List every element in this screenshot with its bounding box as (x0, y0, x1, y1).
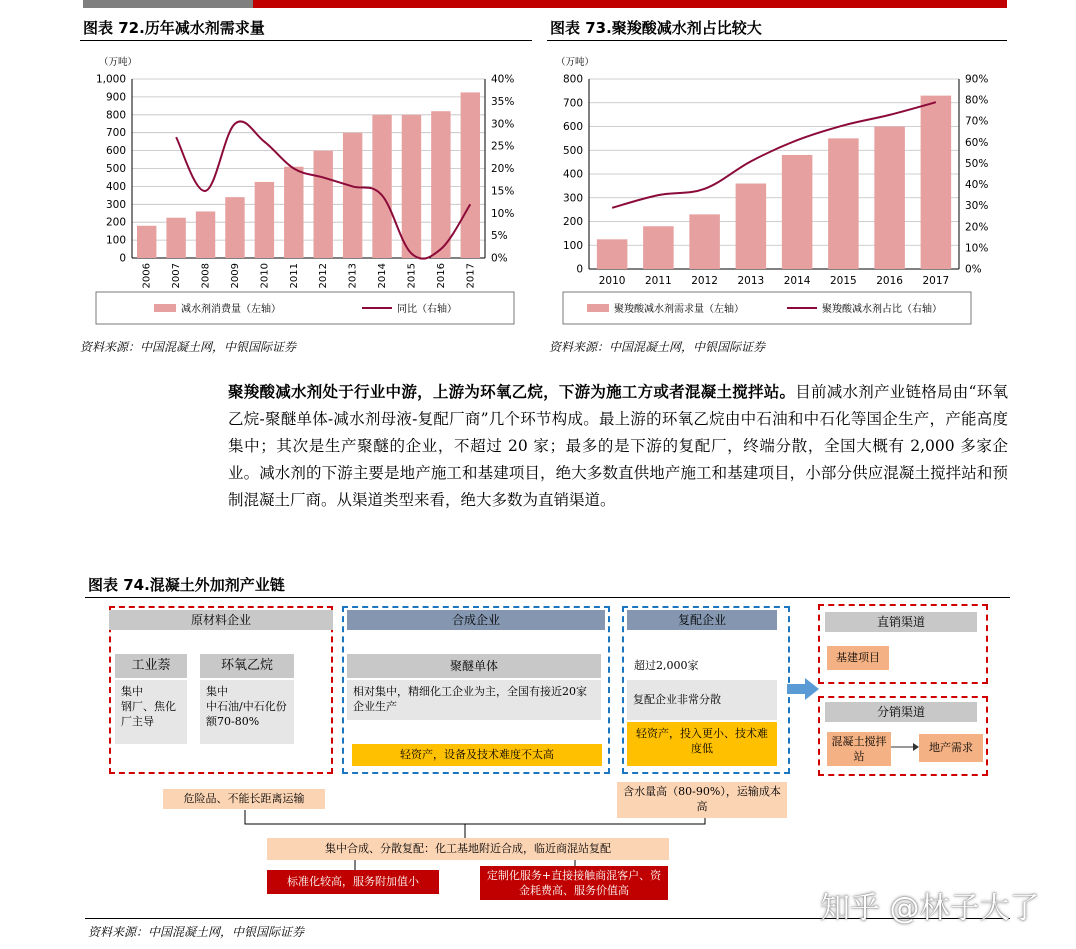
fig72-xtick: 2016 (435, 263, 447, 289)
polyether-header: 聚醚单体 (347, 654, 601, 678)
fig74-source: 资料来源：中国混凝土网，中银国际证券 (88, 925, 305, 939)
fig72-legend-bar-swatch (154, 304, 176, 312)
fig72-xtick: 2009 (229, 263, 241, 289)
fig73-xtick: 2015 (830, 275, 857, 287)
fig72-xtick: 2017 (465, 263, 477, 289)
fig73-bar (689, 214, 720, 269)
fig73-bar (874, 127, 905, 270)
fig72-ytick-left: 0 (119, 252, 126, 265)
fig72-bar (314, 151, 333, 258)
fig73-bar (643, 226, 674, 269)
fig72-bar (461, 92, 480, 258)
fig73-title: 图表 73.聚羧酸减水剂占比较大 (550, 19, 762, 37)
blending-header: 复配企业 (627, 610, 777, 630)
fig73-xtick: 2017 (922, 275, 950, 287)
fig73-ytick-right: 50% (965, 157, 989, 170)
fig73-ytick-left: 400 (562, 168, 583, 181)
fig72-bar (402, 115, 421, 258)
fig73-xtick: 2016 (876, 275, 903, 287)
fig72-ytick-left: 100 (105, 234, 126, 247)
production-mode-note: 集中合成、分散复配：化工基地附近合成，临近商混站复配 (267, 838, 669, 860)
fig73-bar (782, 155, 813, 269)
fig73-ytick-left: 100 (562, 239, 583, 252)
fig73-bar (736, 184, 767, 270)
body-paragraph (228, 378, 1008, 514)
fig72-ytick-left: 400 (105, 180, 126, 193)
fig73-ytick-left: 600 (562, 121, 583, 133)
fig73-ytick-left: 800 (562, 73, 583, 86)
fig72-legend-bar-label: 减水剂消费量（左轴） (181, 304, 281, 315)
fig72-bar (137, 226, 156, 258)
fig73-bar (921, 96, 952, 269)
fig73-xtick: 2014 (783, 275, 811, 287)
fig72-ytick-left: 200 (105, 216, 126, 229)
fig72-xtick: 2011 (288, 263, 300, 289)
fig73-ytick-right: 20% (965, 221, 989, 234)
ethylene-oxide-text: 集中 中石油/中石化份额70-80% (200, 680, 294, 744)
header-bar-grey (83, 0, 253, 8)
customized-service-note: 定制化服务+直接接触商混客户、资金耗费高、服务价值高 (480, 866, 668, 900)
distribution-item-demand: 地产需求 (919, 734, 983, 762)
blending-note: 含水量高（80-90%），运输成本高 (617, 782, 787, 818)
fig73-ytick-right: 70% (965, 115, 989, 128)
fig72-chart (80, 44, 532, 336)
fig72-ytick-right: 35% (491, 95, 515, 108)
fig72-ytick-right: 40% (491, 73, 515, 86)
fig73-ytick-left: 200 (562, 216, 583, 228)
fig72-bar (166, 218, 185, 258)
fig72-bar (196, 211, 215, 258)
industry-chain-diagram (85, 598, 1010, 916)
paragraph-rest: 目前减水剂产业链格局由“环氧乙烷-聚醚单体-减水剂母液-复配厂商”几个环节构成。最上游的环氧乙烷由中石油和中石化等国企生产，产能高度集中；其次是生产聚醚的企业，不超过 20 家；最多的是下游的复配厂，终端分散，全国大概有 2,000 多家企业。减水剂的下游主要是地产施工和基建项目，绝大多数直供地产施工和基建项目，小部分供应混凝土搅拌站和预制混凝土厂商。从渠道类型来看，绝大多数为直销渠道。 (228, 383, 1008, 509)
fig72-bar (225, 197, 244, 258)
fig72-title-rule (80, 40, 532, 41)
fig72-ytick-left: 300 (105, 198, 126, 211)
fig73-ytick-right: 90% (965, 73, 989, 86)
fig73-xtick: 2012 (691, 275, 718, 287)
polyether-text: 相对集中，精细化工企业为主，全国有接近20家企业生产 (347, 680, 601, 720)
fig72-xtick: 2015 (406, 263, 418, 289)
fig72-xtick: 2010 (259, 263, 271, 289)
naphthalene-header: 工业萘 (115, 654, 187, 678)
synthesis-header: 合成企业 (347, 610, 605, 630)
watermark: 知乎 @林子大了 (820, 891, 1040, 926)
direct-sales-header: 直销渠道 (825, 612, 977, 632)
fig72-ytick-right: 0% (491, 252, 508, 265)
fig72-xtick: 2008 (200, 263, 212, 289)
fig73-ytick-left: 700 (562, 97, 583, 110)
fig72-source: 资料来源：中国混凝土网，中银国际证券 (80, 340, 297, 354)
naphthalene-text: 集中 钢厂、焦化厂主导 (115, 680, 187, 744)
blending-text: 复配企业非常分散 (627, 680, 777, 720)
fig73-ytick-right: 30% (965, 200, 989, 213)
fig73-ytick-right: 10% (965, 242, 989, 255)
fig73-ytick-right: 80% (965, 94, 989, 107)
fig72-ytick-right: 5% (491, 230, 508, 243)
fig73-xtick: 2011 (645, 275, 672, 287)
fig73-ytick-left: 0 (576, 263, 583, 276)
fig72-unit-label: （万吨） (98, 57, 138, 68)
fig72-ytick-right: 15% (491, 185, 515, 198)
fig72-legend-line-label: 同比（右轴） (397, 304, 457, 315)
fig73-unit-label: （万吨） (555, 57, 595, 68)
fig72-ytick-left: 900 (105, 91, 126, 104)
fig73-title-rule (547, 40, 1007, 41)
fig72-bar (431, 111, 450, 258)
fig73-ytick-right: 0% (965, 263, 982, 276)
fig74-title: 图表 74.混凝土外加剂产业链 (88, 576, 285, 594)
fig73-ytick-left: 500 (562, 144, 583, 157)
fig72-xtick: 2007 (171, 263, 183, 289)
raw-material-header: 原材料企业 (109, 610, 333, 630)
fig72-bar (372, 115, 391, 258)
fig72-bar (284, 167, 303, 258)
fig72-ytick-right: 10% (491, 207, 515, 220)
fig73-ytick-left: 300 (562, 192, 583, 205)
fig73-ytick-right: 40% (965, 179, 989, 192)
fig73-legend-line-label: 聚羧酸减水剂占比（右轴） (822, 304, 942, 315)
blending-count: 超过2,000家 (634, 659, 699, 672)
fig73-xtick: 2010 (598, 275, 626, 287)
fig72-ytick-left: 600 (105, 145, 126, 158)
raw-material-note: 危险品、不能长距离运输 (163, 789, 325, 809)
fig73-bar (828, 138, 859, 269)
fig72-ytick-left: 700 (105, 127, 126, 140)
fig73-legend-bar-label: 聚羧酸减水剂需求量（左轴） (614, 304, 744, 315)
distribution-header: 分销渠道 (825, 702, 977, 722)
fig72-ytick-right: 20% (491, 163, 515, 175)
fig72-ytick-left: 800 (105, 109, 126, 122)
fig73-source: 资料来源：中国混凝土网，中银国际证券 (549, 340, 766, 354)
fig73-bar (597, 239, 628, 269)
fig72-bar (255, 182, 274, 258)
ethylene-oxide-header: 环氧乙烷 (200, 654, 294, 678)
paragraph-lead: 聚羧酸减水剂处于行业中游，上游为环氧乙烷，下游为施工方或者混凝土搅拌站。 (228, 382, 796, 401)
direct-sales-item: 基建项目 (827, 646, 889, 670)
blending-yellow-note: 轻资产，投入更小、技术难度低 (627, 722, 777, 766)
fig72-bar (343, 133, 362, 258)
fig72-xtick: 2006 (141, 263, 153, 289)
fig73-chart (547, 44, 1009, 336)
fig73-legend-bar-swatch (587, 304, 609, 312)
fig73-ytick-right: 60% (965, 136, 989, 149)
distribution-item-station: 混凝土搅拌站 (827, 732, 891, 766)
fig72-xtick: 2012 (318, 263, 330, 289)
fig72-ytick-left: 1,000 (95, 73, 126, 86)
fig72-ytick-right: 25% (491, 140, 515, 153)
fig72-ytick-right: 30% (491, 118, 515, 131)
fig72-xtick: 2014 (377, 263, 389, 289)
fig72-title: 图表 72.历年减水剂需求量 (83, 19, 265, 37)
header-bar-red (253, 0, 1007, 8)
synthesis-yellow-note: 轻资产，设备及技术难度不太高 (352, 744, 602, 766)
standardized-note: 标准化较高，服务附加值小 (267, 870, 439, 894)
fig72-xtick: 2013 (347, 263, 359, 289)
fig72-ytick-left: 500 (105, 163, 126, 175)
fig73-xtick: 2013 (737, 275, 765, 287)
